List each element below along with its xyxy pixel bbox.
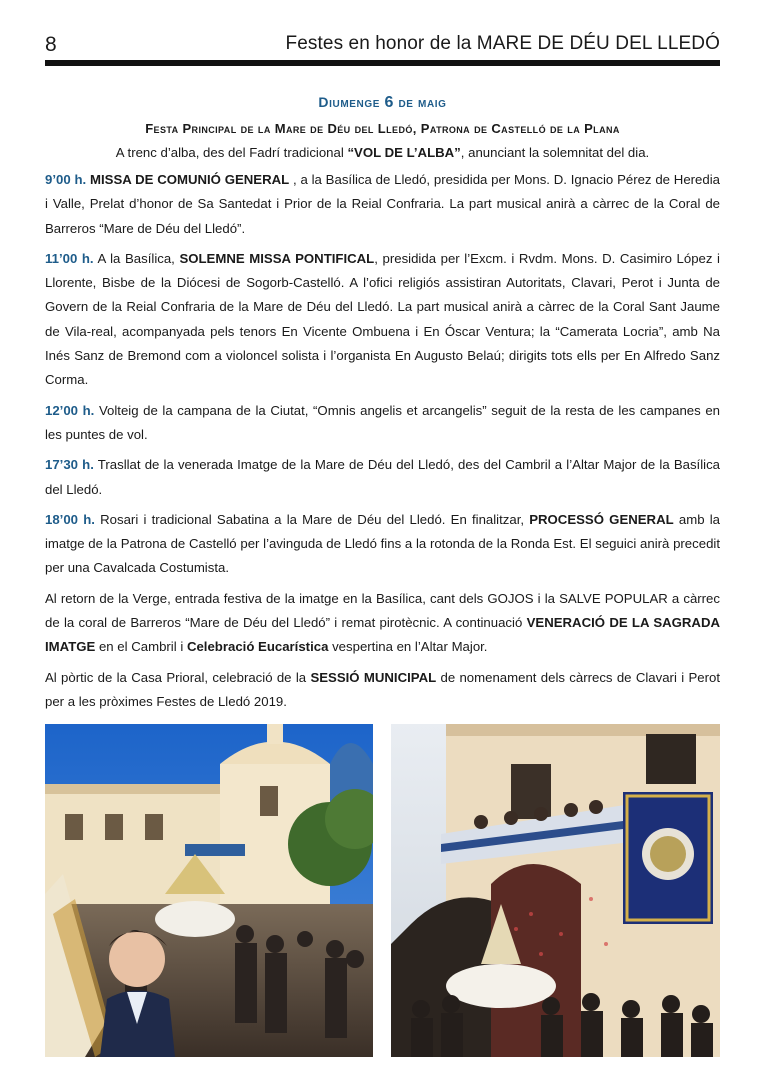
emphasis-text: MISSA DE COMUNIÓ GENERAL bbox=[90, 172, 290, 187]
body-text: Volteig de la campana de la Ciutat, “Omnis angelis et arcangelis” seguit de la resta de les campanes en les puntes de vol. bbox=[45, 402, 721, 442]
day-prefix: Diumenge bbox=[318, 94, 385, 110]
intro-pre: A trenc d’alba, des del Fadrí tradicional bbox=[115, 145, 348, 160]
event-time: 12’00 h. bbox=[45, 402, 95, 418]
schedule-entry bbox=[45, 247, 720, 393]
event-time: 18’00 h. bbox=[45, 511, 95, 527]
program-content bbox=[45, 94, 720, 720]
day-suffix: de maig bbox=[393, 94, 447, 110]
event-time: 11’00 h. bbox=[45, 250, 94, 266]
day-heading bbox=[45, 94, 720, 112]
page-header bbox=[45, 33, 720, 67]
event-time: 9’00 h. bbox=[45, 172, 87, 187]
emphasis-text: PROCESSÓ GENERAL bbox=[529, 511, 674, 527]
day-number: 6 bbox=[384, 94, 394, 111]
intro-post: , anunciant la solemnitat del dia. bbox=[460, 145, 650, 160]
running-title: Festes en honor de la MARE DE DÉU DEL LLEDÓ bbox=[285, 33, 720, 54]
intro-bold: “VOL DE L’ALBA” bbox=[347, 145, 461, 160]
intro-line bbox=[45, 145, 720, 160]
closing-paragraph bbox=[45, 666, 720, 715]
closing-paragraphs bbox=[45, 587, 720, 714]
feast-title: Festa Principal de la Mare de Déu del Lledó, Patrona de Castelló de la Plana bbox=[145, 121, 620, 136]
body-text: vespertina en l’Altar Major. bbox=[328, 639, 488, 655]
event-list bbox=[45, 168, 720, 581]
schedule-entry bbox=[45, 399, 720, 448]
body-text: de nomenament dels càrrecs de Clavari i Perot per a les pròximes Festes de Lledó 2019. bbox=[45, 669, 720, 709]
basilica-balcony-photo-image bbox=[391, 724, 720, 1057]
basilica-balcony-photo bbox=[391, 724, 720, 1057]
page-number: 8 bbox=[45, 33, 57, 56]
body-text: Rosari i tradicional Sabatina a la Mare de Déu del Lledó. En finalitzar, bbox=[94, 511, 530, 527]
emphasis-text: SOLEMNE MISSA PONTIFICAL bbox=[179, 250, 375, 266]
body-text: A la Basílica, bbox=[93, 250, 180, 266]
body-text: en el Cambril i bbox=[95, 639, 187, 655]
emphasis-text: Celebració Eucarística bbox=[186, 639, 329, 655]
schedule-entry bbox=[45, 508, 720, 581]
body-text: Trasllat de la venerada Imatge de la Mare de Déu del Lledó, des del Cambril a l’Altar Major de la Basílica del Lledó. bbox=[45, 457, 720, 497]
body-text: amb la imatge de la Patrona de Castelló per l’avinguda de Lledó fins a la rotonda de la Ronda Est. El seguici anirà precedit per una Cavalcada Costumista. bbox=[45, 511, 721, 576]
closing-paragraph bbox=[45, 587, 720, 660]
emphasis-text: VENERACIÓ DE LA SAGRADA IMATGE bbox=[45, 615, 720, 655]
schedule-entry bbox=[45, 168, 720, 241]
body-text: , presidida per l’Excm. i Rvdm. Mons. D. Casimiro López i Llorente, Bisbe de la Diócesi de Sogorb-Castelló. A l’ofici religiós assistiran Autoritats, Clavari, Perot i Junta de Govern de la Reial Confraria de la Mare de Déu del Lledó. La part musical anirà a càrrec de la Coral Sant Jaume de Vila-real, acompanyada pels tenors En Vicente Ombuena i En Óscar Ventura; la “Camerata Locria”, amb Na Inés Sanz de Bremond com a violoncel solista i l’organista En Augusto Belaú; dirigits tots ells per En Alfredo Sanz Corma. bbox=[45, 250, 720, 388]
emphasis-text: SESSIÓ MUNICIPAL bbox=[310, 669, 437, 685]
body-text: , a la Basílica de Lledó, presidida per Mons. D. Ignacio Pérez de Heredia i Valle, Prelat d’honor de Sa Santedat i Prior de la Reial Confraria. La part musical anirà a càrrec de la Coral de Barreros “Mare de Déu del Lledó”. bbox=[45, 172, 720, 236]
procession-photo-image bbox=[45, 724, 373, 1057]
procession-photo bbox=[45, 724, 373, 1057]
schedule-entry bbox=[45, 453, 720, 502]
event-time: 17’30 h. bbox=[45, 457, 94, 473]
body-text: Al pòrtic de la Casa Prioral, celebració de la bbox=[45, 669, 311, 685]
body-text: Al retorn de la Verge, entrada festiva de la imatge en la Basílica, cant dels GOJOS i la SALVE POPULAR a càrrec de la coral de Barreros “Mare de Déu del Lledó” i remat pirotècnic. A continuació bbox=[45, 590, 720, 631]
header-rule bbox=[45, 60, 720, 66]
